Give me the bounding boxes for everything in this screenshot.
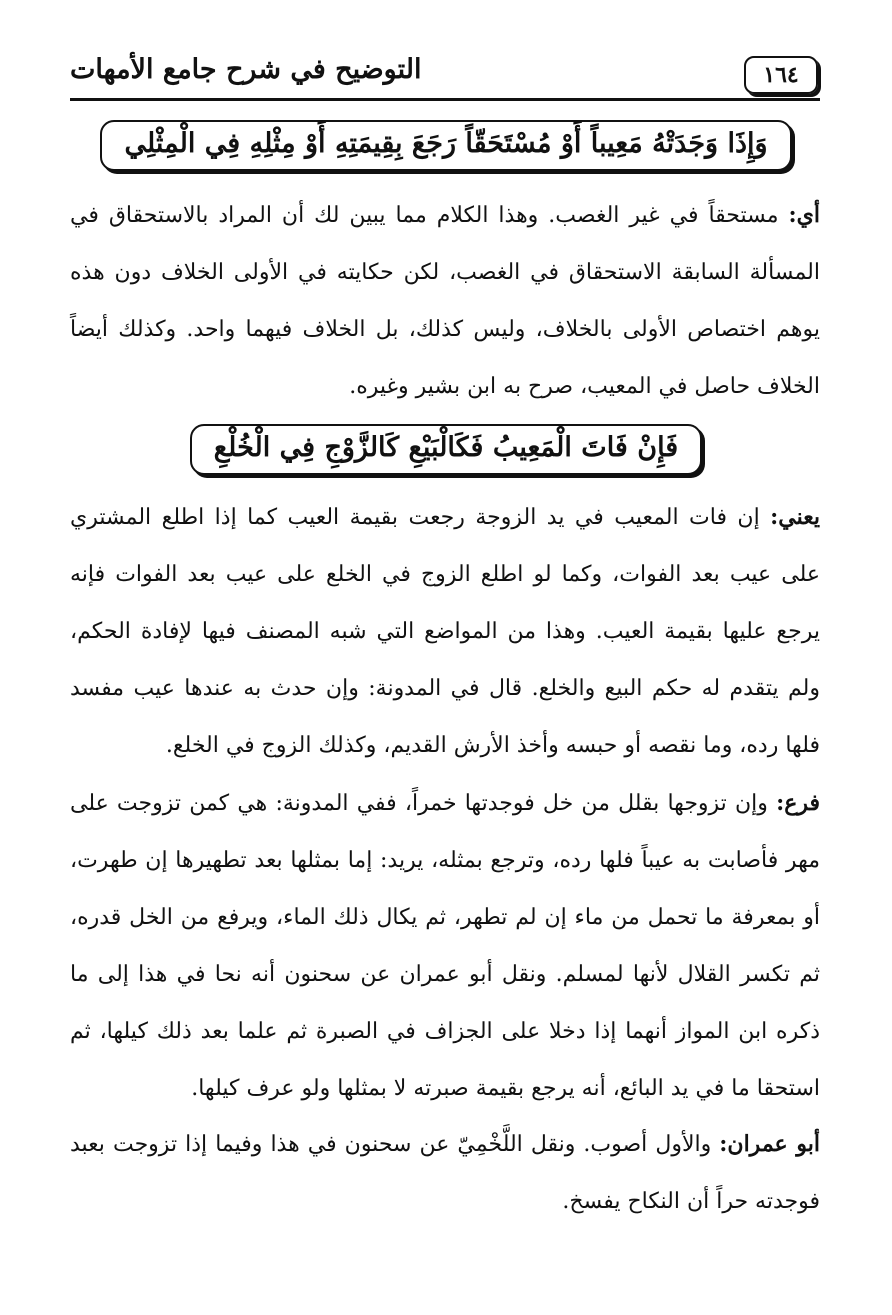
paragraph-lead: فرع: [776,790,820,816]
paragraph-text: والأول أصوب. ونقل اللَّخْمِيّ عن سحنون في هذا وفيما إذا تزوجت بعبد فوجدته حراً أن النكاح يفسخ. [70,1132,820,1214]
matn-box-1: وَإِذَا وَجَدَتْهُ مَعِيباً أَوْ مُسْتَحَقّاً رَجَعَ بِقِيمَتِهِ أَوْ مِثْلِهِ فِي الْمِثْلِي [100,120,791,171]
matn-box-2: فَإِنْ فَاتَ الْمَعِيبُ فَكَالْبَيْعِ كَالزَّوْجِ فِي الْخُلْعِ [190,424,702,475]
paragraph-lead: أي: [788,202,820,228]
running-title: التوضيح في شرح جامع الأمهات [70,54,422,85]
page-number-text: ١٦٤ [763,62,799,88]
paragraph-text: وإن تزوجها بقلل من خل فوجدتها خمراً، ففي المدونة: هي كمن تزوجت على مهر فأصابت به عيباً فلها رده، وترجع بمثله، يريد: إما بمثلها بعد تطهيرها إن طهرت، أو بمعرفة ما تحمل من ماء إن لم تطهر، ثم يكال ذلك الماء، ويرفع من الخل قدره، ثم تكسر القلال لأنها لمسلم. ونقل أبو عمران عن سحنون أنه نحا في هذا إلى ما ذكره ابن المواز أنهما إذا دخلا على الجزاف في الصبرة ثم علما بعد ذلك كيلها، ثم استحقا ما في يد البائع، أنه يرجع بقيمة صبرته لا بمثلها ولو عرف كيلها. [70,791,820,1101]
page-number [744,56,818,94]
matn-container-1 [0,120,892,171]
commentary-paragraph-1 [70,187,820,415]
paragraph-text: إن فات المعيب في يد الزوجة رجعت بقيمة العيب كما إذا اطلع المشتري على عيب بعد الفوات، وكما لو اطلع الزوج في الخلع على عيب بعد الفوات فإنه يرجع عليها بقيمة العيب. وهذا من المواضع التي شبه المصنف فيها لإفادة الحكم، ولم يتقدم له حكم البيع والخلع. قال في المدونة: وإن حدث به عندها عيب مفسد فلها رده، وما نقصه أو حبسه وأخذ الأرش القديم، وكذلك الزوج في الخلع. [70,505,820,758]
commentary-paragraph-4 [70,1116,820,1230]
commentary-paragraph-2 [70,489,820,774]
header-divider [70,98,820,101]
page-header [70,48,822,104]
commentary-paragraph-3 [70,775,820,1117]
paragraph-lead: يعني: [770,504,820,530]
paragraph-lead: أبو عمران: [719,1131,820,1157]
paragraph-text: مستحقاً في غير الغصب. وهذا الكلام مما يبين لك أن المراد بالاستحقاق في المسألة السابقة الاستحقاق في الغصب، لكن حكايته في الأولى الخلاف دون هذه يوهم اختصاص الأولى بالخلاف، وليس كذلك، بل الخلاف فيهما واحد. وكذلك أيضاً الخلاف حاصل في المعيب، صرح به ابن بشير وغيره. [70,203,820,399]
matn-container-2 [0,424,892,475]
